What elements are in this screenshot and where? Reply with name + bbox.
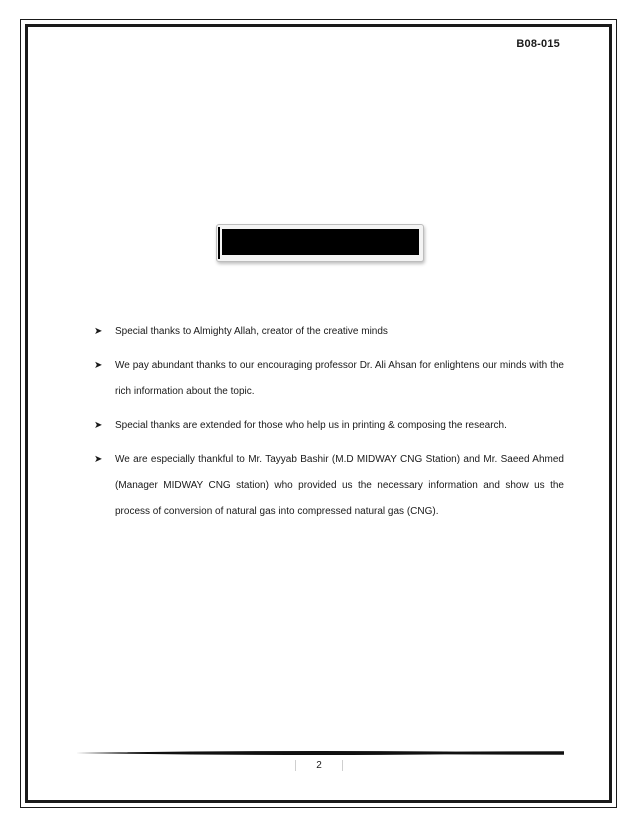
list-item [94,413,564,439]
heading-box-marker [218,227,220,259]
arrow-bullet-icon: ➤ [94,454,103,465]
list-item-text: We are especially thankful to Mr. Tayyab Bashir (M.D MIDWAY CNG Station) and Mr. Saeed Ahmed (Manager MIDWAY CNG station) who provided us the necessary information and show us the process of conversion of natural gas into compressed natural gas (CNG). [115,454,564,517]
list-item [94,353,564,405]
list-item-text: Special thanks to Almighty Allah, creator of the creative minds [115,326,388,337]
redacted-heading [222,229,419,255]
footer-divider [76,750,564,756]
list-item-text: We pay abundant thanks to our encouraging professor Dr. Ali Ahsan for enlightens our minds with the rich information about the topic. [115,360,564,397]
list-item [94,447,564,525]
page-number-container [0,760,638,771]
heading-box [216,224,424,262]
arrow-bullet-icon: ➤ [94,326,103,337]
document-code: B08-015 [516,38,560,50]
arrow-bullet-icon: ➤ [94,360,103,371]
list-item [94,319,564,345]
acknowledgement-list [94,319,564,533]
list-item-text: Special thanks are extended for those who help us in printing & composing the research. [115,420,507,431]
arrow-bullet-icon: ➤ [94,420,103,431]
page-number: 2 [295,760,343,771]
